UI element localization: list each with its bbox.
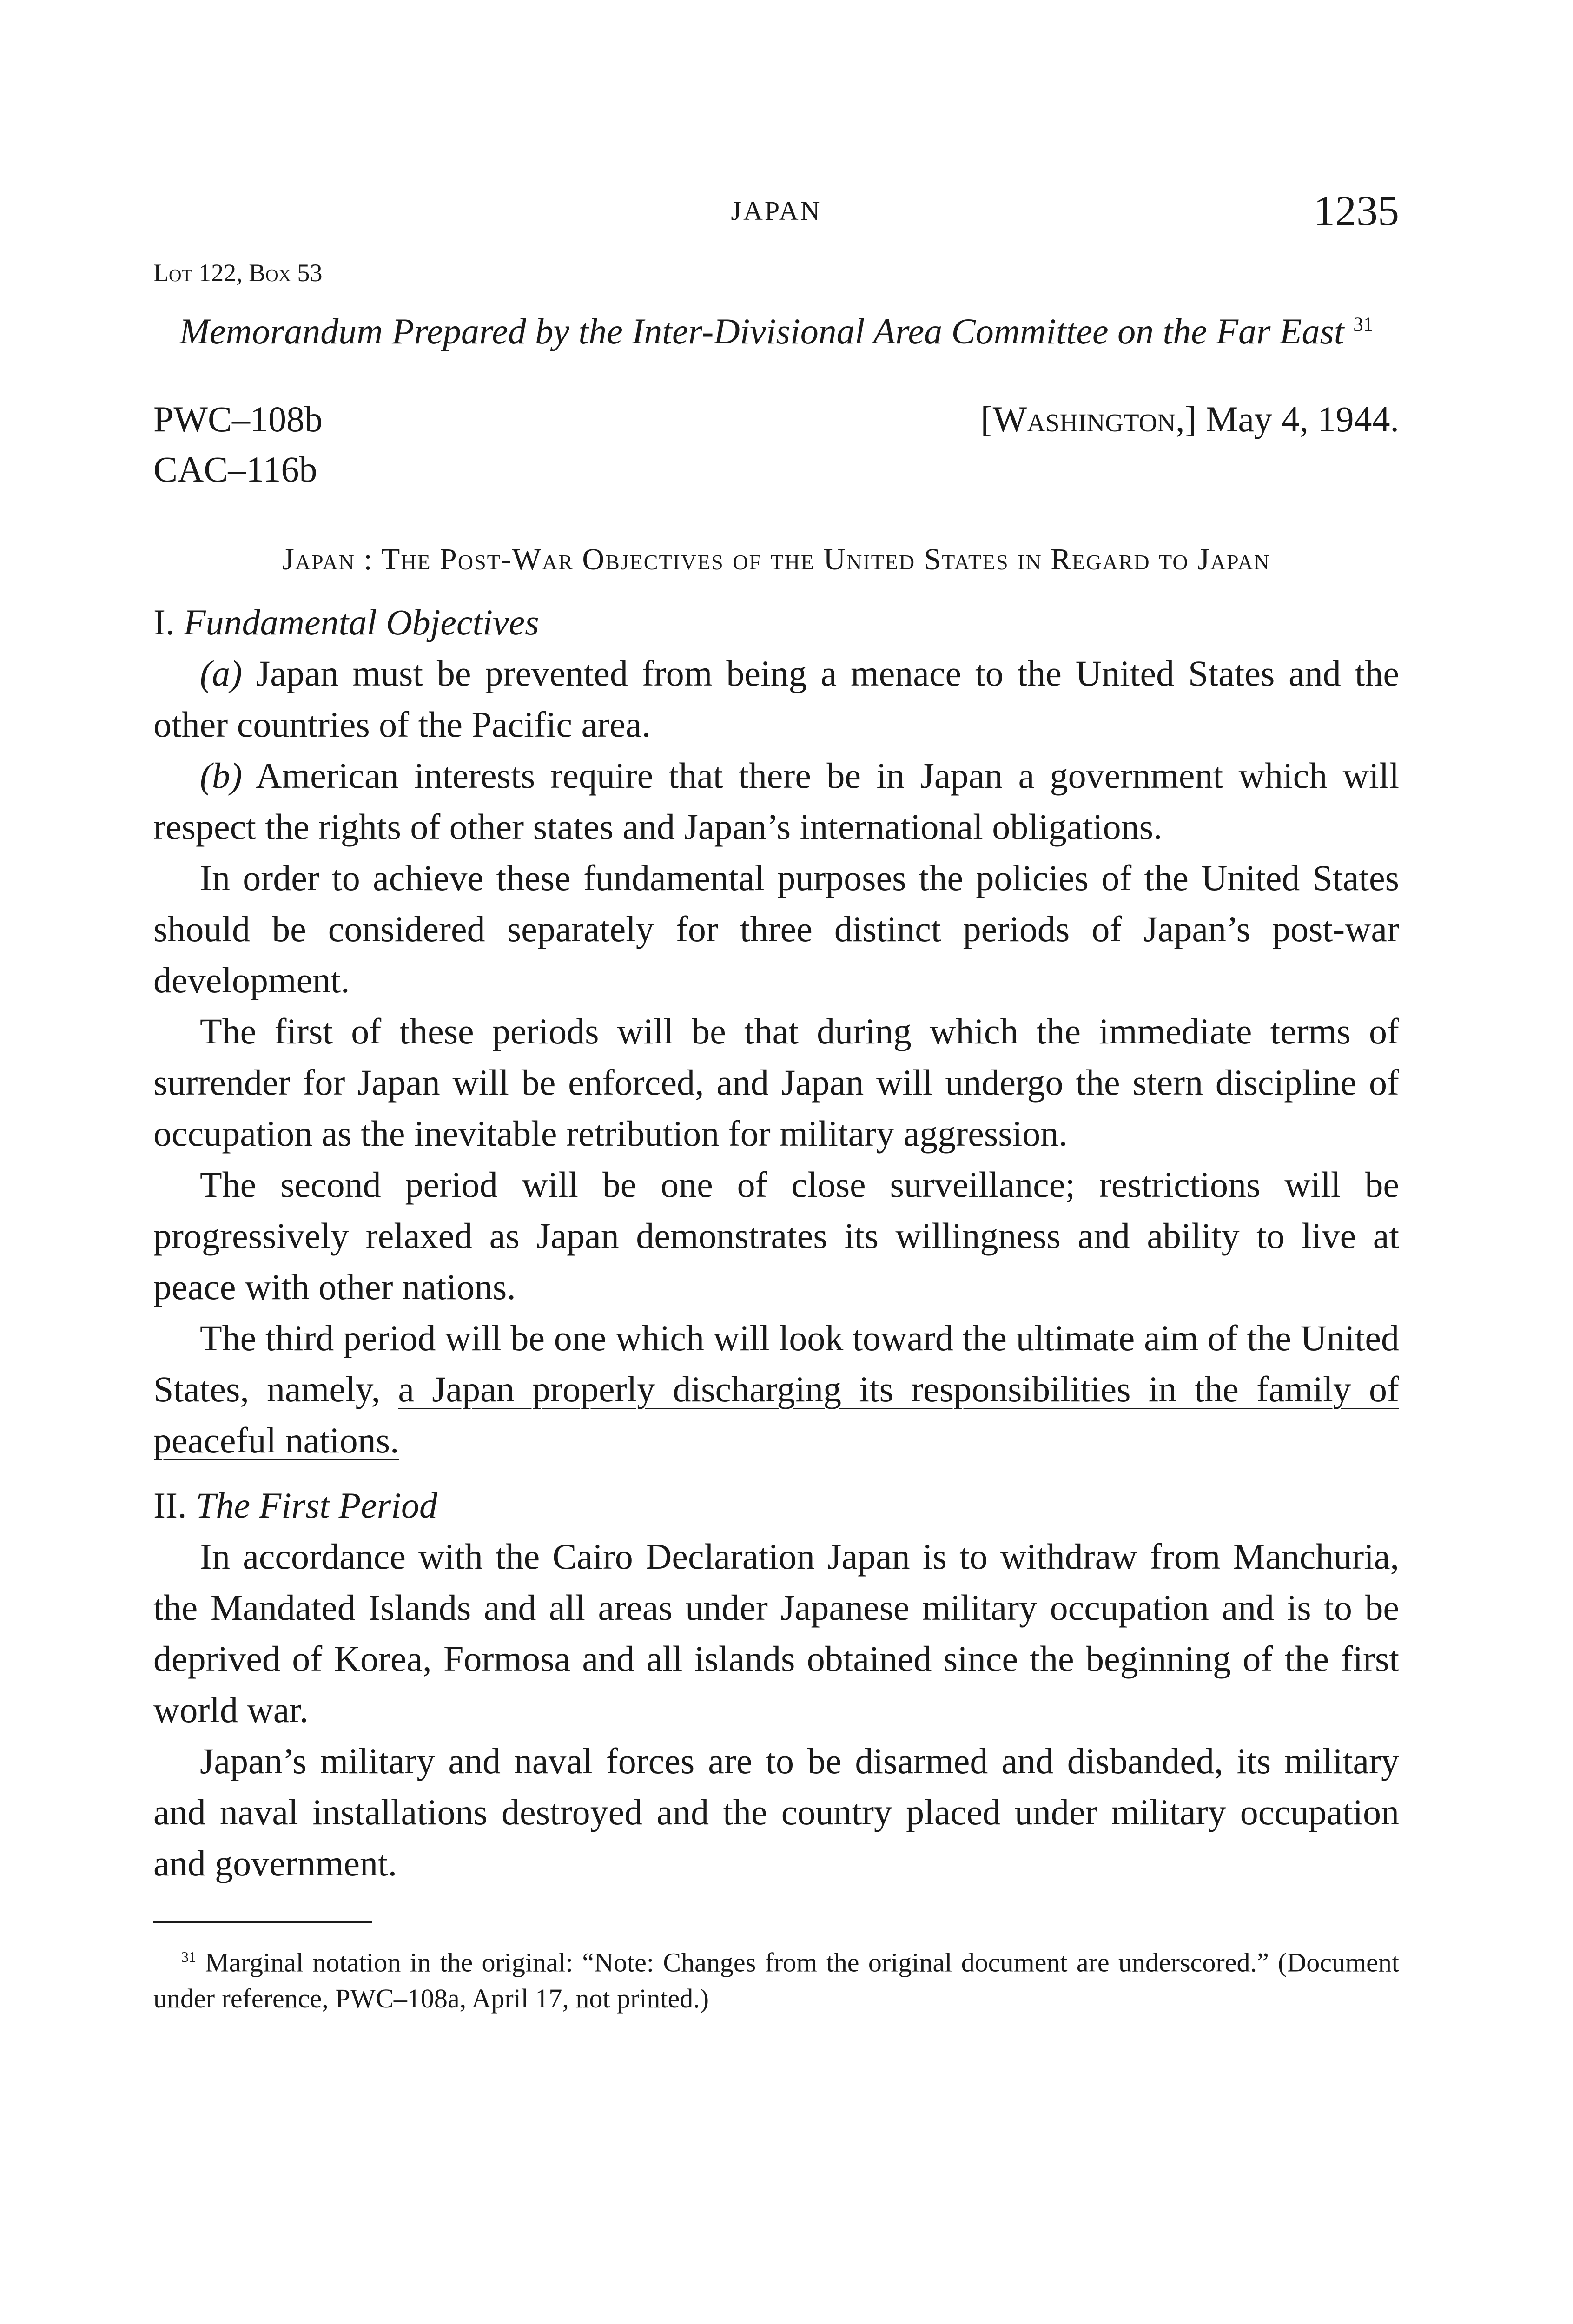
paragraph-cairo-declaration: In accordance with the Cairo Declaration Japan is to withdraw from Manchuria, the Mandated Islands and all areas under Japanese military occupation and is to be deprived of Korea, Formosa and all islands obtained since the beginning of the first world war. [153,1536,1399,1730]
document-id-cac: CAC–116b [153,449,317,489]
paragraph-a [153,648,1399,750]
underscored-change: a Japan properly discharging its responsibilities in the family of peaceful nations. [153,1369,1399,1460]
section-heading-1 [153,597,1399,648]
document-title: Japan : The Post-War Objectives of the United States in Regard to Japan [282,542,1270,576]
paragraph-first-period: The first of these periods will be that during which the immediate terms of surrender for Japan will be enforced, and Japan will undergo the stern discipline of occupation as the inevitable retribution for military aggression. [153,1011,1399,1154]
document-ids [153,394,323,495]
paragraph-b [153,750,1399,852]
document-id-pwc: PWC–108b [153,399,323,439]
paragraph-second-period: The second period will be one of close surveillance; restrictions will be progressively relaxed as Japan demonstrates its willingness and ability to live at peace with other nations. [153,1164,1399,1307]
section-heading-2 [153,1480,1399,1531]
paragraph-label: (a) [200,653,242,693]
paragraph-three-periods: In order to achieve these fundamental purposes the policies of the United States should be considered separately for three distinct periods of Japan’s post-war development. [153,858,1399,1000]
paragraph-disarmament: Japan’s military and naval forces are to be disarmed and disbanded, its military and naval installations destroyed and the country placed under military occupation and government. [153,1741,1399,1883]
paragraph-label: (b) [200,755,242,796]
paragraph-text: American interests require that there be in Japan a government which will respect the rights of other states and Japan’s international obligations. [153,755,1399,847]
footnote-divider [153,1921,372,1923]
memo-title-text: Memorandum Prepared by the Inter-Divisional Area Committee on the Far East [179,311,1344,351]
footnote [153,1939,1399,2017]
memo-title [153,299,1399,357]
page-number: 1235 [1314,187,1399,234]
source-reference: Lot 122, Box 53 [153,259,323,287]
document-meta [153,394,1399,495]
footnote-mark: 31 [181,1949,196,1965]
footnote-reference: 31 [1353,314,1373,336]
section-title: The First Period [195,1485,437,1525]
section-number: I. [153,602,175,642]
running-title: JAPAN [731,196,822,226]
paragraph-text: The third period will be one which will look toward the ultimate aim of the United States, namely, [153,1318,1399,1409]
section-number: II. [153,1485,187,1525]
document-page [153,186,1399,2017]
paragraph-text: Japan must be prevented from being a menace to the United States and the other countries of the Pacific area. [153,653,1399,745]
dateline-place: [Washington,] [980,399,1197,439]
running-header [153,186,1399,242]
section-title: Fundamental Objectives [183,602,539,642]
footnote-text: Marginal notation in the original: “Note: Changes from the original document are underscored.” (Document under reference, PWC–108a, April 17, not printed.) [153,1947,1400,2014]
paragraph-third-period [153,1313,1399,1466]
dateline [981,394,1399,495]
dateline-date: May 4, 1944. [1206,399,1399,439]
